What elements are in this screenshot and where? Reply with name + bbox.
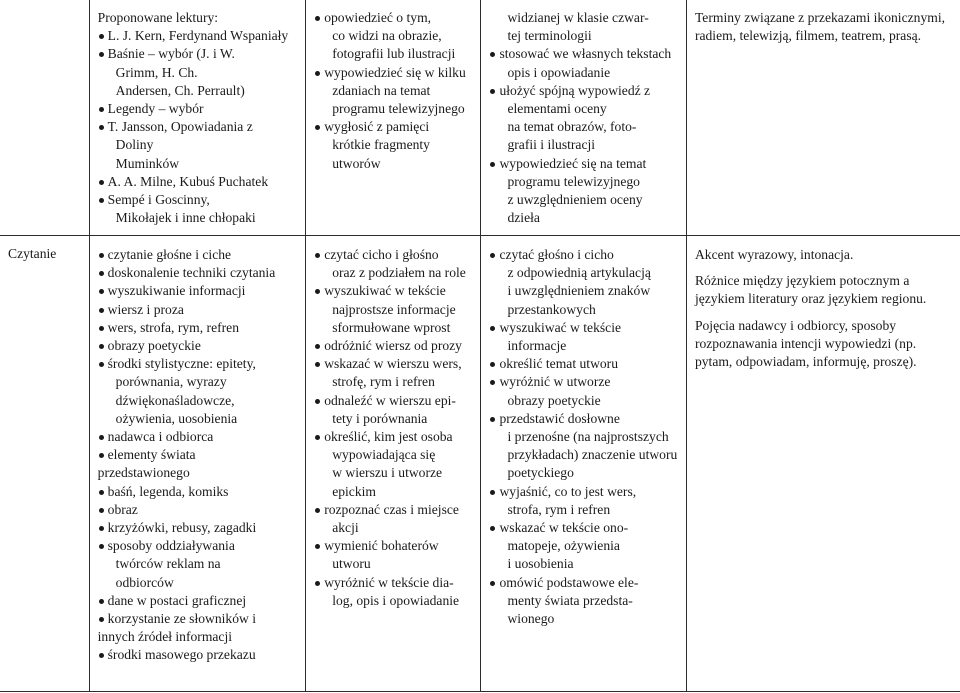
bullet-item: odnaleźć w wierszu epi- — [314, 392, 474, 410]
bullet-item-continuation: i przenośne (na najprostszych — [507, 429, 669, 445]
bullet-item: L. J. Kern, Ferdynand Wspaniały — [98, 27, 300, 45]
bullet-item: wskazać w wierszu wers, — [314, 355, 474, 373]
bullet-item-continuation: widzianej w klasie czwar- — [507, 10, 649, 25]
bullet-item: dane w postaci graficznej — [98, 592, 300, 610]
bullet-item-continuation: z odpowiednią artykulacją — [507, 265, 651, 281]
bullet-item: obrazy poetyckie — [98, 337, 300, 355]
row-label — [0, 0, 89, 8]
note-paragraph: Różnice między językiem potocznym a językiem literatury oraz językiem regionu. — [694, 273, 927, 307]
note-paragraph: Akcent wyrazowy, intonacja. — [694, 247, 854, 262]
row-label: Czytanie — [8, 246, 57, 261]
bullet-item: obraz — [98, 501, 300, 519]
bullet-item-continuation: co widzi na obrazie, — [332, 28, 442, 44]
bullet-item: wyróżnić w utworze — [489, 373, 679, 391]
bullet-item-continuation: przykładach) znaczenie utworu — [507, 447, 678, 463]
bullet-item: wyszukiwanie informacji — [98, 282, 300, 300]
bullet-item-continuation: log, opis i opowiadanie — [332, 592, 460, 608]
bullet-list — [314, 9, 474, 173]
bullet-item-continuation: poetyckiego — [507, 465, 574, 481]
bullet-item: wyszukiwać w tekście — [489, 319, 679, 337]
content-cell — [89, 0, 306, 236]
notes-cell — [686, 0, 960, 236]
bullet-item-continuation: w wierszu i utworze — [332, 465, 443, 481]
bullet-item: omówić podstawowe ele- — [489, 574, 679, 592]
bullet-item-continuation: grafii i ilustracji — [507, 137, 596, 153]
bullet-item: przedstawić dosłowne — [489, 410, 679, 428]
bullet-item-continuation: fotografii lub ilustracji — [332, 46, 456, 62]
bullet-item: doskonalenie techniki czytania — [98, 264, 300, 282]
bullet-item-continuation: strofa, rym i refren — [507, 501, 611, 517]
bullet-item: wygłosić z pamięci — [314, 118, 474, 136]
bullet-item: wyjaśnić, co to jest wers, — [489, 483, 679, 501]
bullet-item: czytanie głośne i ciche — [98, 246, 300, 264]
skills-extended-cell — [481, 236, 686, 692]
bullet-list — [98, 246, 300, 665]
bullet-item: baśń, legenda, komiks — [98, 483, 300, 501]
bullet-item: nadawca i odbiorca — [98, 428, 300, 446]
bullet-list — [489, 9, 679, 227]
bullet-item-continuation: i uosobienia — [507, 556, 574, 572]
bullet-item-continuation: wypowiadająca się — [332, 447, 436, 463]
bullet-item: wypowiedzieć się w kilku — [314, 64, 474, 82]
bullet-item: rozpoznać czas i miejsce — [314, 501, 474, 519]
bullet-item-continuation: z uwzględnieniem oceny — [507, 192, 643, 208]
bullet-item-continuation: na temat obrazów, foto- — [507, 119, 637, 135]
bullet-item: wyróżnić w tekście dia- — [314, 574, 474, 592]
bullet-item-continuation: Doliny — [115, 137, 154, 153]
bullet-item: czytać głośno i cicho — [489, 246, 679, 264]
notes-cell — [686, 236, 960, 692]
bullet-item: Baśnie – wybór (J. i W. — [98, 45, 300, 63]
bullet-item-continuation: utworu — [332, 556, 371, 572]
table-row-czytanie — [0, 236, 960, 692]
bullet-item-continuation: matopeje, ożywienia — [507, 538, 620, 554]
bullet-item-continuation: Andersen, Ch. Perrault) — [115, 82, 245, 98]
bullet-item: sposoby oddziaływania — [98, 537, 300, 555]
bullet-item-continuation: innych źródeł informacji — [97, 629, 233, 645]
bullet-item: wymienić bohaterów — [314, 537, 474, 555]
bullet-item-continuation: programu telewizyjnego — [507, 173, 640, 189]
skills-basic-cell — [306, 0, 481, 236]
bullet-item: wypowiedzieć się na temat — [489, 155, 679, 173]
bullet-item-continuation: przestankowych — [507, 301, 596, 317]
bullet-item-continuation: informacje — [507, 338, 567, 354]
bullet-list — [489, 246, 679, 628]
bullet-item-continuation: programu telewizyjnego — [332, 101, 465, 117]
bullet-item-continuation: Proponowane lektury: — [97, 10, 219, 25]
bullet-item-continuation: dzieła — [507, 210, 540, 226]
notes-text — [687, 236, 960, 371]
skills-basic-cell — [306, 236, 481, 692]
skills-extended-cell — [481, 0, 686, 236]
bullet-list — [314, 246, 474, 610]
bullet-item: określić, kim jest osoba — [314, 428, 474, 446]
bullet-item: ułożyć spójną wypowiedź z — [489, 82, 679, 100]
bullet-item: opowiedzieć o tym, — [314, 9, 474, 27]
bullet-item-continuation: elementami oceny — [507, 101, 607, 117]
bullet-item-continuation: przedstawionego — [97, 465, 190, 481]
bullet-list — [98, 9, 300, 227]
bullet-item-continuation: obrazy poetyckie — [507, 392, 601, 408]
bullet-item: korzystanie ze słowników i — [98, 610, 300, 628]
row-label-cell — [0, 236, 89, 692]
bullet-item: wiersz i proza — [98, 301, 300, 319]
content-cell — [89, 236, 306, 692]
bullet-item: środki masowego przekazu — [98, 646, 300, 664]
notes-text — [687, 0, 960, 45]
bullet-item: krzyżówki, rebusy, zagadki — [98, 519, 300, 537]
bullet-item: A. A. Milne, Kubuś Puchatek — [98, 173, 300, 191]
bullet-item: środki stylistyczne: epitety, — [98, 355, 300, 373]
bullet-item-continuation: porównania, wyrazy — [115, 374, 227, 390]
bullet-item: T. Jansson, Opowiadania z — [98, 118, 300, 136]
bullet-item: elementy świata — [98, 446, 300, 464]
row-label-cell — [0, 0, 89, 236]
bullet-item-continuation: opis i opowiadanie — [507, 64, 611, 80]
bullet-item-continuation: zdaniach na temat — [332, 82, 431, 98]
bullet-item-continuation: i uwzględnieniem znaków — [507, 283, 651, 299]
bullet-item-continuation: Grimm, H. Ch. — [115, 64, 198, 80]
bullet-item: wers, strofa, rym, refren — [98, 319, 300, 337]
bullet-item: wskazać w tekście ono- — [489, 519, 679, 537]
bullet-item-continuation: strofę, rym i refren — [332, 374, 435, 390]
bullet-item-continuation: Muminków — [115, 155, 180, 171]
bullet-item-continuation: tej terminologii — [507, 28, 592, 44]
bullet-item-continuation: menty świata przedsta- — [507, 592, 633, 608]
bullet-item-continuation: odbiorców — [115, 574, 174, 590]
bullet-item: wyszukiwać w tekście — [314, 282, 474, 300]
bullet-item-continuation: najprostsze informacje — [332, 301, 456, 317]
bullet-item-continuation: akcji — [332, 520, 359, 536]
bullet-item-continuation: oraz z podziałem na role — [332, 265, 466, 281]
bullet-item: Legendy – wybór — [98, 100, 300, 118]
bullet-item: odróżnić wiersz od prozy — [314, 337, 474, 355]
table-row-reading-list — [0, 0, 960, 236]
bullet-item: czytać cicho i głośno — [314, 246, 474, 264]
bullet-item-continuation: Mikołajek i inne chłopaki — [115, 210, 256, 226]
bullet-item: stosować we własnych tekstach — [489, 45, 679, 63]
bullet-item-continuation: dźwiękonaśladowcze, — [115, 392, 235, 408]
bullet-item-continuation: wionego — [507, 611, 555, 627]
bullet-item-continuation: epickim — [332, 483, 376, 499]
note-paragraph: Terminy związane z przekazami ikonicznymi, radiem, telewizją, filmem, teatrem, prasą. — [694, 10, 945, 44]
bullet-item-continuation: krótkie fragmenty — [332, 137, 430, 153]
bullet-item: określić temat utworu — [489, 355, 679, 373]
bullet-item-continuation: twórców reklam na — [115, 556, 221, 572]
bullet-item-continuation: utworów — [332, 155, 381, 171]
bullet-item-continuation: sformułowane wprost — [332, 319, 451, 335]
bullet-item-continuation: tety i porównania — [332, 410, 428, 426]
bullet-item-continuation: ożywienia, uosobienia — [115, 410, 238, 426]
bullet-item: Sempé i Goscinny, — [98, 191, 300, 209]
note-paragraph: Pojęcia nadawcy i odbiorcy, sposoby rozpoznawania intencji wypowiedzi (np. pytam, odpowiadam, informuję, proszę). — [694, 317, 917, 370]
